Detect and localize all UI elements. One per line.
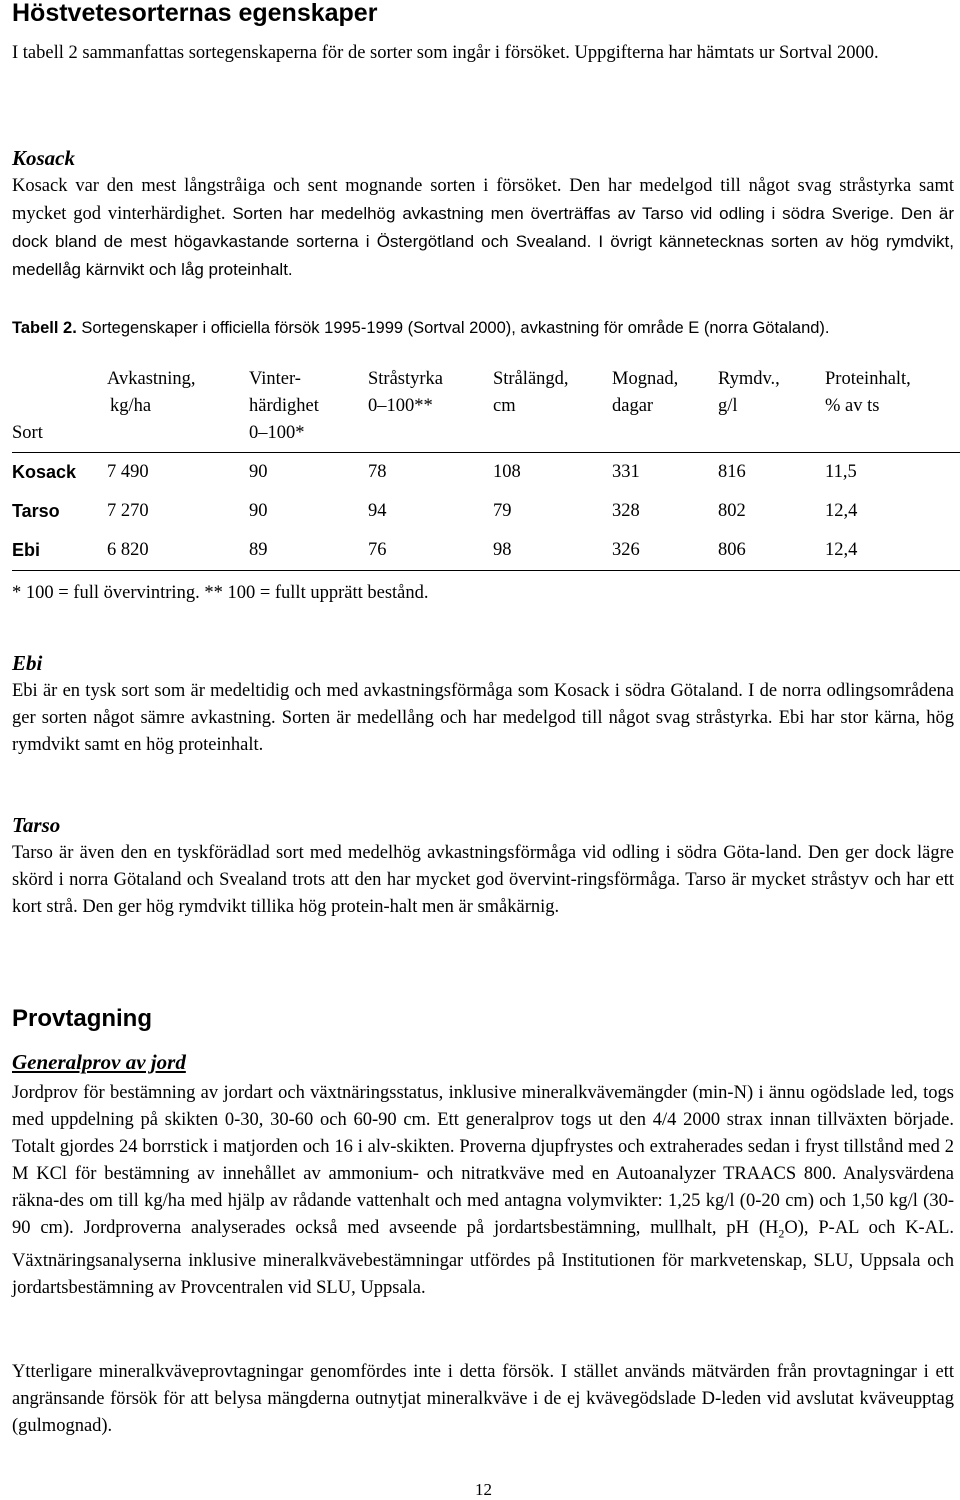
table-cell: 94 [368,501,387,521]
header-vinterhardighet: Vinter- härdighet 0–100* [249,366,368,453]
table-cell: 802 [718,501,746,521]
table-cell: 78 [368,462,387,482]
header-rymdvikt: Rymdv., g/l [718,366,825,453]
kosack-text-sans-3: I övrigt kännetecknas sorten av hög rymdvikt, medellåg kärnvikt och låg proteinhalt. [12,232,955,279]
table-row [12,492,960,531]
tarso-paragraph: Tarso är även den en tyskförädlad sort med medelhög avkastningsförmåga vid odling i södra Göta-land. Den ger dock lägre skörd i norra Götaland och Svealand trots att den har mycket god övervint-ringsförmåga. Tarso är mycket stråstyv och har ett kort strå. Den ger hög rymdvikt tillika hög protein-halt men är småkärnig. [12,843,954,917]
kosack-heading: Kosack [12,146,75,170]
header-mognad: Mognad, dagar [612,366,718,453]
table-header-row [12,366,960,453]
table-cell: 12,4 [825,531,960,571]
kosack-text-serif: Kosack var den mest långstråiga och sent mognande sorten i försöket. Den har medelgod till något svag stråstyrka samt mycket god vinterhärdighet. [12,176,954,224]
table-caption [12,315,942,342]
table-cell: 12,4 [825,501,858,521]
section-heading-provtagning: Provtagning [12,1005,153,1032]
table-cell: 79 [493,501,512,521]
table-cell: 816 [718,462,746,482]
page-title: Höstvetesorternas egenskaper [12,0,378,27]
table-cell: 90 [249,462,268,482]
table-cell: 89 [249,531,368,571]
table-cell: 6 820 [107,531,249,571]
provtagning-paragraph-2: Ytterligare mineralkväveprovtagningar genomfördes inte i detta försök. I stället används mätvärden från provtagningar i ett angränsande försök för att belysa mängderna outnytjat mineralkväve i de ej kvävegödslade D-leden vid avslutat kväveupptag (gulmognad). [12,1362,954,1436]
table-cell: 7 270 [107,501,149,521]
page-number: 12 [475,1480,492,1499]
header-proteinhalt: Proteinhalt, % av ts [825,366,960,453]
header-sort: Sort [12,366,107,453]
table-cell: 806 [718,531,825,571]
provtagning-paragraph-1: Jordprov för bestämning av jordart och växtnäringsstatus, inklusive mineralkvävemängder (min-N) i ännu ogödslade led, togs med uppdelning på skikten 0-30, 30-60 och 60-90 cm. Ett generalprov togs ut den 4/4 2000 strax innan tillväxten började. Totalt gjordes 24 borrstick i matjorden och 16 i alv-skikten. Proverna djupfrystes och extraherades sedan i fryst tillstånd med 2 M KCl för bestämning av innehållet av ammonium- och nitratkväve med en Autoanalyzer TRAACS 800. Analysvärdena räkna-des om till kg/ha med hjälp av rådande vattenhalt och med antagna volymvikter: 1,25 kg/l (0-20 cm) och 1,50 kg/l (30-90 cm). Jordproverna analyserades också med avseende på jordartsbestämning, mullhalt, pH $(H_2O)$, P-AL och K-AL. Växtnäringsanalyserna inklusive mineralkvävebestämningar utfördes på Institutionen för markvetenskap, SLU, Uppsala och jordartsbestämning av Provcentralen vid SLU, Uppsala. [12,1083,954,1298]
table-cell: 90 [249,501,268,521]
table-row [12,531,960,571]
table-cell: 11,5 [825,462,857,482]
kosack-paragraph [12,173,954,284]
variety-properties-table [12,366,960,571]
kosack-text-sans-1: Sorten har medelhög avkastning men överträffas av Tarso vid odling i södra Sverige. [232,204,894,223]
table-cell: 76 [368,531,493,571]
subheading-generalprov: Generalprov av jord [12,1050,186,1074]
table-cell: 328 [612,501,640,521]
ebi-paragraph: Ebi är en tysk sort som är medeltidig och med avkastningsförmåga som Kosack i södra Götaland. I de norra odlingsområdena ger sorten något sämre avkastning. Sorten är medellång och har medelgod till något svag stråstyrka. Ebi har stor kärna, hög rymdvikt samt en hög proteinhalt. [12,681,954,755]
tarso-heading: Tarso [12,813,61,837]
ebi-heading: Ebi [12,651,43,675]
table-cell: 98 [493,531,612,571]
table-cell-sort: Ebi [12,531,107,571]
table-cell: 326 [612,531,718,571]
header-avkastning: Avkastning, kg/ha [107,366,249,453]
table-row [12,453,960,493]
table-cell: 7 490 [107,462,149,482]
header-strastyrka: Stråstyrka 0–100** [368,366,493,453]
table-cell: 108 [493,462,521,482]
table-cell-sort: Kosack [12,462,77,482]
table-caption-label: Tabell 2. [12,319,77,337]
table-cell-sort: Tarso [12,501,60,521]
header-stralangd: Strålängd, cm [493,366,612,453]
intro-paragraph: I tabell 2 sammanfattas sortegenskaperna för de sorter som ingår i försöket. Uppgifterna har hämtats ur Sortval 2000. [12,43,879,63]
kosack-text-sans-2: Den är dock bland de mest högavkastande sorterna i Östergötland och Svealand. [12,204,955,251]
table-footnote: * 100 = full övervintring. ** 100 = fullt upprätt bestånd. [12,583,429,603]
table-caption-text: Sortegenskaper i officiella försök 1995-1999 (Sortval 2000), avkastning för område E (norra Götaland). [81,319,830,337]
table-cell: 331 [612,462,640,482]
